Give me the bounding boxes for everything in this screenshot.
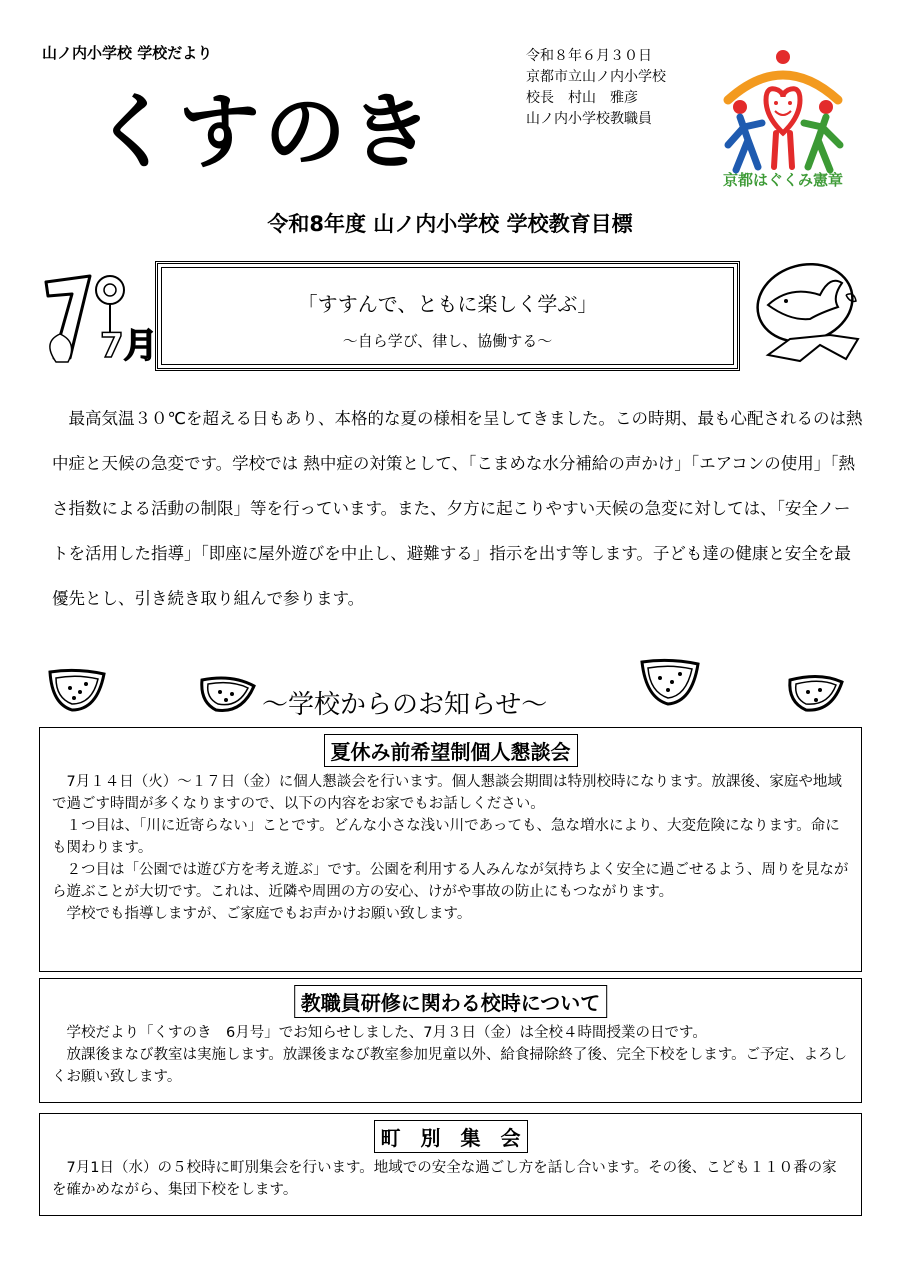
issuer-block [526, 46, 666, 130]
section-body [52, 1157, 849, 1201]
section-paragraph: 学校でも指導しますが、ご家庭でもお声かけお願い致します。 [66, 906, 472, 922]
section-title: 町 別 集 会 [374, 1120, 528, 1153]
month-label: 7月 [100, 326, 158, 366]
section-title: 教職員研修に関わる校時について [294, 985, 608, 1018]
watermelon-icon [634, 656, 704, 712]
school-name: 京都市立山ノ内小学校 [526, 69, 666, 85]
goal-sub: ～自ら学び、律し、協働する～ [342, 332, 553, 350]
watermelon-icon [42, 664, 112, 720]
section-body [52, 1022, 849, 1088]
notices-heading: ～学校からのお知らせ～ [262, 690, 548, 720]
watermelon-icon [780, 664, 850, 720]
goal-heading: 令和8年度 山ノ内小学校 学校教育目標 [267, 212, 633, 236]
section-paragraph: 放課後まなび教室は実施します。放課後まなび教室参加児童以外、給食掃除終了後、完全下校をします。ご予定、よろしくお願い致します。 [52, 1047, 848, 1085]
section-paragraph: 7月1日（水）の５校時に町別集会を行います。地域での安全な過ごし方を話し合います。その後、こども１１０番の家を確かめながら、集団下校をします。 [52, 1160, 837, 1198]
notice-section [39, 1113, 862, 1216]
section-paragraph: １つ目は、「川に近寄らない」ことです。どんな小さな浅い川であっても、急な増水により、大変危険になります。命にも関わります。 [52, 818, 840, 856]
july-illustration [38, 262, 158, 372]
section-body [52, 771, 849, 925]
notice-section [39, 978, 862, 1103]
staff-line: 山ノ内小学校教職員 [526, 111, 652, 127]
newsletter-title: くすのき [92, 85, 437, 180]
section-paragraph: 学校だより「くすのき 6月号」でお知らせしました、7月３日（金）は全校４時間授業の日です。 [66, 1025, 707, 1041]
fish-fan-illustration [750, 255, 865, 365]
watermelon-icon [192, 666, 262, 722]
logo-caption: 京都はぐくみ憲章 [722, 171, 843, 189]
intro-paragraph: 最高気温３０℃を超える日もあり、本格的な夏の様相を呈してきました。この時期、最も心配されるのは熱中症と天候の急変です。学校では 熱中症の対策として、「こまめな水分補給の声かけ」「エアコンの使用」「熱さ指数による活動の制限」等を行っています。また、夕方に起こりやすい天候の急変に対しては、「安全ノートを活用した指導」「即座に屋外遊びを中止し、避難する」指示を出す等します。子ども達の健康と安全を最優先とし、引き続き取り組んで参ります。 [52, 409, 863, 608]
section-title: 夏休み前希望制個人懇談会 [324, 734, 578, 767]
notice-section [39, 727, 862, 972]
hagukumi-logo [718, 45, 848, 195]
principal-name: 校長 村山 雅彦 [526, 90, 638, 106]
school-tag: 山ノ内小学校 学校だより [42, 44, 213, 62]
goal-box [155, 261, 740, 371]
goal-main: 「すすんで、ともに楽しく学ぶ」 [297, 292, 598, 316]
section-paragraph: 7月１４日（火）～１７日（金）に個人懇談会を行います。個人懇談会期間は特別校時になります。放課後、家庭や地域で過ごす時間が多くなりますので、以下の内容をお家でもお話しください。 [52, 774, 842, 812]
issue-date: 令和８年６月３０日 [526, 48, 652, 64]
section-paragraph: ２つ目は「公園では遊び方を考え遊ぶ」です。公園を利用する人みんなが気持ちよく安全に過ごせるよう、周りを見ながら遊ぶことが大切です。これは、近隣や周囲の方の安心、けがや事故の防止にもつながります。 [52, 862, 849, 900]
